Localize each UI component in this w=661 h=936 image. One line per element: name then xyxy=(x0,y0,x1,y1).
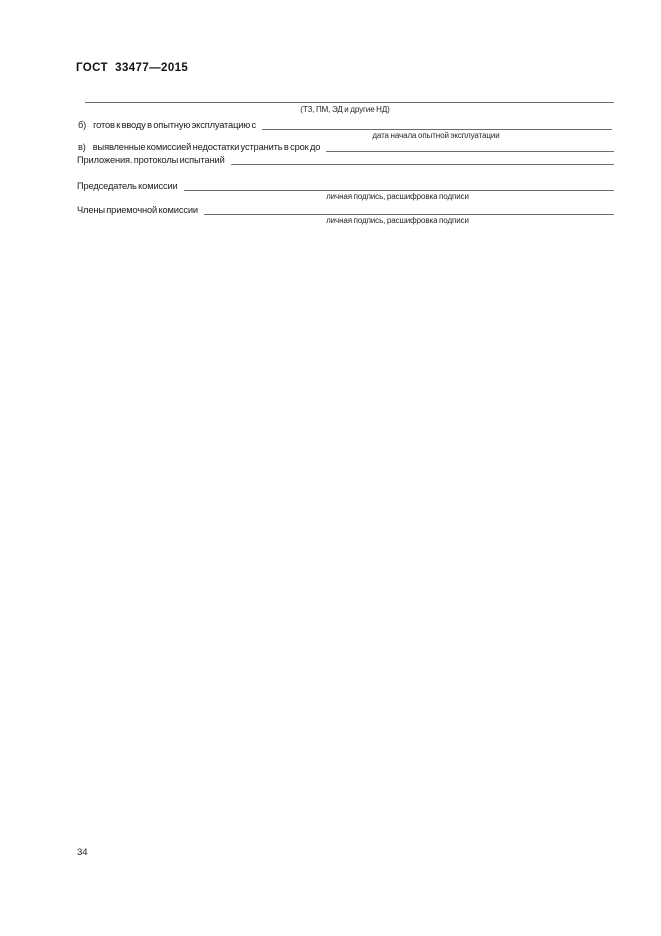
members-signature-caption: личная подпись, расшифровка подписи xyxy=(326,216,469,225)
item-v-label: в) xyxy=(78,142,86,152)
members-signature-line xyxy=(204,213,614,215)
item-v-text: выявленные комиссией недостатки устранить в срок до xyxy=(92,142,321,152)
page-number: 34 xyxy=(77,847,88,858)
chairman-signature-caption: личная подпись, расшифровка подписи xyxy=(326,192,469,201)
attachments-text: Приложения. протоколы испытаний xyxy=(77,155,225,165)
blank-line-documents-caption: (ТЗ, ПМ, ЭД и другие НД) xyxy=(300,105,390,114)
attachments-blank-line xyxy=(231,163,614,165)
form-item-b xyxy=(78,118,612,130)
item-v-blank-line xyxy=(326,150,614,152)
item-b-blank-line xyxy=(262,128,612,130)
blank-line-documents xyxy=(85,95,614,103)
form-members xyxy=(77,203,614,215)
item-b-text: готов к вводу в опытную эксплуатацию с xyxy=(93,120,257,130)
members-text: Члены приемочной комиссии xyxy=(77,205,198,215)
chairman-signature-line xyxy=(184,189,614,191)
form-item-v xyxy=(78,140,614,152)
form-chairman xyxy=(77,179,614,191)
item-b-caption: дата начала опытной эксплуатации xyxy=(372,131,500,140)
gost-standard-number: ГОСТ 33477—2015 xyxy=(76,62,189,74)
chairman-text: Председатель комиссии xyxy=(77,181,178,191)
item-b-label: б) xyxy=(78,120,87,130)
form-attachments xyxy=(77,153,614,165)
